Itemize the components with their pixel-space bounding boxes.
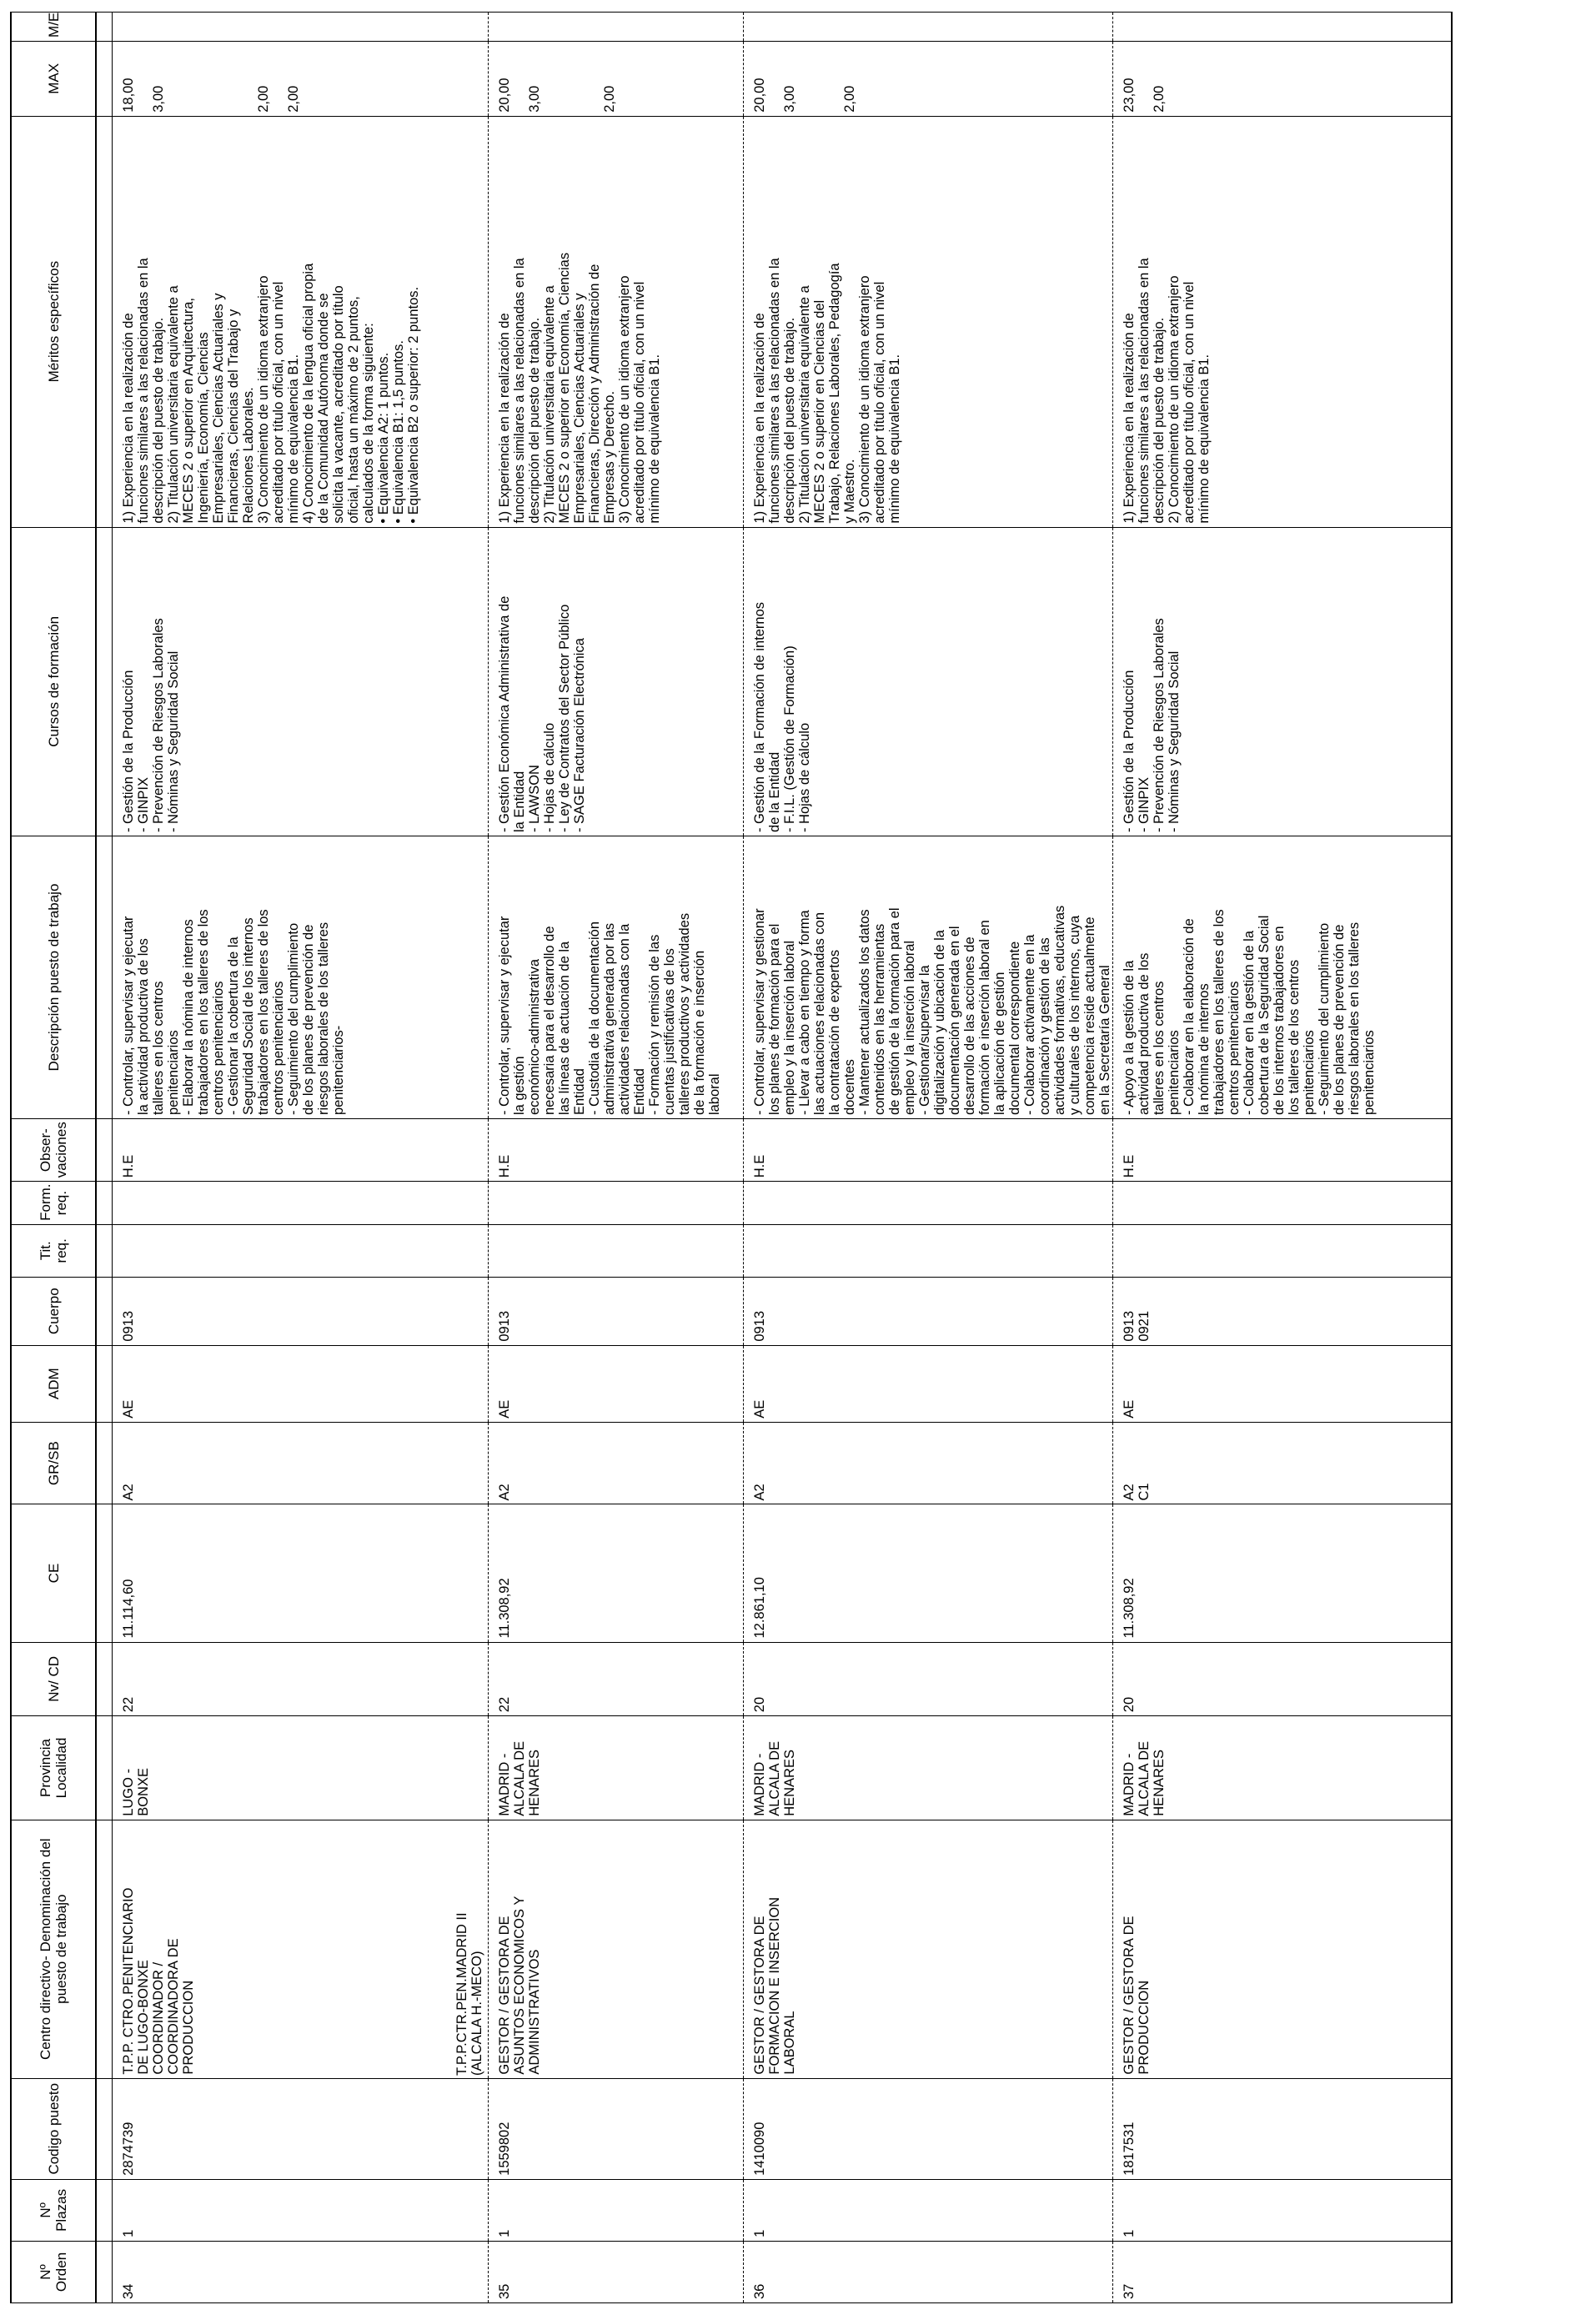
- header-plazas: Nº Plazas: [11, 2179, 96, 2241]
- descripcion-cell: - Controlar, supervisar y gestionar los planes de formación para el empleo y la inserción laboral - Llevar a cabo en tiempo y forma las actuaciones relacionadas con la contratación de expertos docentes - Mantener actualizados los datos contenidos en las herramientas de gestión de la formación para el empleo y la inserción laboral - Gestionar/supervisar la digitalización y ubicación de la documentación generada en el desarrollo de las acciones de formación e inserción laboral en la aplicación de gestión documental correspondiente - Colaborar activamente en la coordinación y gestión de las actividades formativas, educativas y culturales de los internos, cuya competencia reside actualmente en la Secretaría General: [744, 836, 1113, 1119]
- nivel-cell: 20: [1113, 1642, 1453, 1716]
- plazas-cell: 1: [113, 2179, 489, 2241]
- centro-group-heading: T.P.P. CTRO.PENITENCIARIO DE LUGO-BONXE: [121, 1887, 151, 2075]
- ce-cell: 11.114,60: [113, 1504, 489, 1642]
- table-row: [1113, 13, 1453, 2303]
- table-row: [744, 13, 1113, 2303]
- localidad-cell: MADRID - ALCALA DE HENARES: [1113, 1716, 1453, 1820]
- codigo-cell: 2874739: [113, 2078, 489, 2179]
- codigo-cell: 1559802: [489, 2078, 744, 2179]
- header-spacer-row: [96, 13, 113, 2303]
- header-adm: ADM: [11, 1345, 96, 1422]
- header-provincia: Provincia Localidad: [11, 1716, 96, 1820]
- formacion-cell: [1113, 1182, 1453, 1225]
- plazas-cell: 1: [489, 2179, 744, 2241]
- max-cell: 18,00 3,00 2,00 2,00: [113, 41, 489, 116]
- adm-cell: AE: [113, 1345, 489, 1422]
- header-me: M/E: [11, 13, 96, 42]
- nivel-cell: 20: [744, 1642, 1113, 1716]
- puesto-denominacion: COORDINADOR / COORDINADORA DE PRODUCCION: [151, 1938, 196, 2075]
- max-cell: 20,00 3,00 2,00: [744, 41, 1113, 116]
- codigo-cell: 1410090: [744, 2078, 1113, 2179]
- descripcion-cell: - Controlar, supervisar y ejecutar la gestión económico-administrativa necesaria para el desarrollo de las líneas de actuación de la Entidad - Custodia de la documentación administrativa generada por las actividades relacionadas con la Entidad - Formación y remisión de las cuentas justificativas de los talleres productivos y actividades de la formación e inserción laboral: [489, 836, 744, 1119]
- observaciones-cell: H.E: [489, 1119, 744, 1182]
- header-titulacion: Tit. req.: [11, 1224, 96, 1277]
- plazas-cell: 1: [744, 2179, 1113, 2241]
- header-centro: Centro directivo- Denominación del puesto de trabajo: [11, 1820, 96, 2078]
- header-observaciones: Obser- vaciones: [11, 1119, 96, 1182]
- nivel-cell: 22: [113, 1642, 489, 1716]
- header-row: [11, 13, 96, 2303]
- header-nivel: Nv/ CD: [11, 1642, 96, 1716]
- table-row: [489, 13, 744, 2303]
- max-cell: 20,00 3,00 2,00: [489, 41, 744, 116]
- cursos-cell: - Gestión de la Producción - GINPIX - Prevención de Riesgos Laborales - Nóminas y Seguridad Social: [113, 527, 489, 836]
- header-max: MAX: [11, 41, 96, 116]
- observaciones-cell: H.E: [113, 1119, 489, 1182]
- formacion-cell: [113, 1182, 489, 1225]
- localidad-cell: MADRID - ALCALA DE HENARES: [489, 1716, 744, 1820]
- grupo-cell: A2: [113, 1422, 489, 1504]
- orden-cell: 36: [744, 2241, 1113, 2302]
- header-formacion: Form. req.: [11, 1182, 96, 1225]
- centro-cell: [489, 1820, 744, 2078]
- centro-cell: [1113, 1820, 1453, 2078]
- formacion-cell: [744, 1182, 1113, 1225]
- orden-cell: 34: [113, 2241, 489, 2302]
- adm-cell: AE: [744, 1345, 1113, 1422]
- centro-cell: [744, 1820, 1113, 2078]
- centro-cell: [113, 1820, 489, 2078]
- puesto-denominacion: GESTOR / GESTORA DE FORMACION E INSERCION LABORAL: [752, 1896, 797, 2075]
- cuerpo-cell: 0913: [113, 1277, 489, 1345]
- ce-cell: 12.861,10: [744, 1504, 1113, 1642]
- ce-cell: 11.308,92: [1113, 1504, 1453, 1642]
- plazas-cell: 1: [1113, 2179, 1453, 2241]
- header-grupo: GR/SB: [11, 1422, 96, 1504]
- cuerpo-cell: 0913 0921: [1113, 1277, 1453, 1345]
- adm-cell: AE: [489, 1345, 744, 1422]
- cursos-cell: - Gestión de la Producción - GINPIX - Prevención de Riesgos Laborales - Nóminas y Seguridad Social: [1113, 527, 1453, 836]
- meritos-cell: 1) Experiencia en la realización de funciones similares a las relacionadas en la descripción del puesto de trabajo. 2) Titulación universitaria equivalente a MECES 2 o superior en Ciencias del Trabajo, Relaciones Laborales, Pedagogía y Maestro. 3) Conocimiento de un idioma extranjero acreditado por título oficial, con un nivel mínimo de equivalencia B1.: [744, 116, 1113, 527]
- header-descripcion: Descripción puesto de trabajo: [11, 836, 96, 1119]
- cuerpo-cell: 0913: [744, 1277, 1113, 1345]
- cuerpo-cell: 0913: [489, 1277, 744, 1345]
- vacancies-table: [10, 12, 1453, 2303]
- header-meritos: Méritos específicos: [11, 116, 96, 527]
- grupo-cell: A2: [489, 1422, 744, 1504]
- me-cell: [489, 13, 744, 42]
- ce-cell: 11.308,92: [489, 1504, 744, 1642]
- header-codigo: Codigo puesto: [11, 2078, 96, 2179]
- puesto-denominacion: GESTOR / GESTORA DE PRODUCCION: [1122, 1916, 1152, 2075]
- titulacion-cell: [744, 1224, 1113, 1277]
- me-cell: [744, 13, 1113, 42]
- cursos-cell: - Gestión Económica Administrativa de la Entidad - LAWSON - Hojas de cálculo - Ley de Contratos del Sector Público - SAGE Facturación Electrónica: [489, 527, 744, 836]
- max-cell: 23,00 2,00: [1113, 41, 1453, 116]
- meritos-cell: 1) Experiencia en la realización de funciones similares a las relacionadas en la descripción del puesto de trabajo. 2) Titulación universitaria equivalente a MECES 2 o superior en Arquitectura, Ingeniería, Economía, Ciencias Empresariales, Ciencias Actuariales y Financieras, Ciencias del Trabajo y Relaciones Laborales. 3) Conocimiento de un idioma extranjero acreditado por título oficial, con un nivel mínimo de equivalencia B1. 4) Conocimiento de la lengua oficial propia de la Comunidad Autónoma donde se solicita la vacante, acreditado por título oficial, hasta un máximo de 2 puntos, calculados de la forma siguiente: • Equivalencia A2: 1 puntos. • Equivalencia B1: 1,5 puntos. • Equivalencia B2 o superior: 2 puntos.: [113, 116, 489, 527]
- header-cursos: Cursos de formación: [11, 527, 96, 836]
- header-orden: Nº Orden: [11, 2241, 96, 2302]
- puesto-denominacion: GESTOR / GESTORA DE ASUNTOS ECONOMICOS Y ADMINISTRATIVOS: [497, 1896, 542, 2075]
- localidad-cell: MADRID - ALCALA DE HENARES: [744, 1716, 1113, 1820]
- titulacion-cell: [489, 1224, 744, 1277]
- orden-cell: 35: [489, 2241, 744, 2302]
- cursos-cell: - Gestión de la Formación de internos de la Entidad - F.I.L. (Gestión de Formación) - Hojas de cálculo: [744, 527, 1113, 836]
- meritos-cell: 1) Experiencia en la realización de funciones similares a las relacionadas en la descripción del puesto de trabajo. 2) Titulación universitaria equivalente a MECES 2 o superior en Economía, Ciencias Empresariales, Ciencias Actuariales y Financieras, Dirección y Administración de Empresas y Derecho. 3) Conocimiento de un idioma extranjero acreditado por título oficial, con un nivel mínimo de equivalencia B1.: [489, 116, 744, 527]
- meritos-cell: 1) Experiencia en la realización de funciones similares a las relacionadas en la descripción del puesto de trabajo. 2) Conocimiento de un idioma extranjero acreditado por título oficial, con un nivel mínimo de equivalencia B1.: [1113, 116, 1453, 527]
- observaciones-cell: H.E: [1113, 1119, 1453, 1182]
- header-cuerpo: Cuerpo: [11, 1277, 96, 1345]
- descripcion-cell: - Controlar, supervisar y ejecutar la actividad productiva de los talleres en los centros penitenciarios - Elaborar la nómina de internos trabajadores en los talleres de los centros penitenciarios - Gestionar la cobertura de la Seguridad Social de los internos trabajadores en los talleres de los centros penitenciarios - Seguimiento del cumplimiento de los planes de prevención de riesgos laborales de los talleres penitenciarios-: [113, 836, 489, 1119]
- me-cell: [113, 13, 489, 42]
- titulacion-cell: [113, 1224, 489, 1277]
- nivel-cell: 22: [489, 1642, 744, 1716]
- observaciones-cell: H.E: [744, 1119, 1113, 1182]
- adm-cell: AE: [1113, 1345, 1453, 1422]
- descripcion-cell: - Apoyo a la gestión de la actividad productiva de los talleres en los centros penitenciarios - Colaborar en la elaboración de la nómina de internos trabajadores en los talleres de los centros penitenciarios - Colaborar en la gestión de la cobertura de la Seguridad Social de los internos trabajadores en los talleres de los centros penitenciarios - Seguimiento del cumplimiento de los planes de prevención de riesgos laborales en los talleres penitenciarios: [1113, 836, 1453, 1119]
- localidad-cell: LUGO - BONXE: [113, 1716, 489, 1820]
- titulacion-cell: [1113, 1224, 1453, 1277]
- grupo-cell: A2: [744, 1422, 1113, 1504]
- table-row: [113, 13, 489, 2303]
- me-cell: [1113, 13, 1453, 42]
- header-ce: CE: [11, 1504, 96, 1642]
- formacion-cell: [489, 1182, 744, 1225]
- centro-group-heading-madrid: T.P.P.CTR.PEN.MADRID II (ALCALA H.-MECO): [454, 1912, 484, 2076]
- orden-cell: 37: [1113, 2241, 1453, 2302]
- grupo-cell: A2 C1: [1113, 1422, 1453, 1504]
- codigo-cell: 1817531: [1113, 2078, 1453, 2179]
